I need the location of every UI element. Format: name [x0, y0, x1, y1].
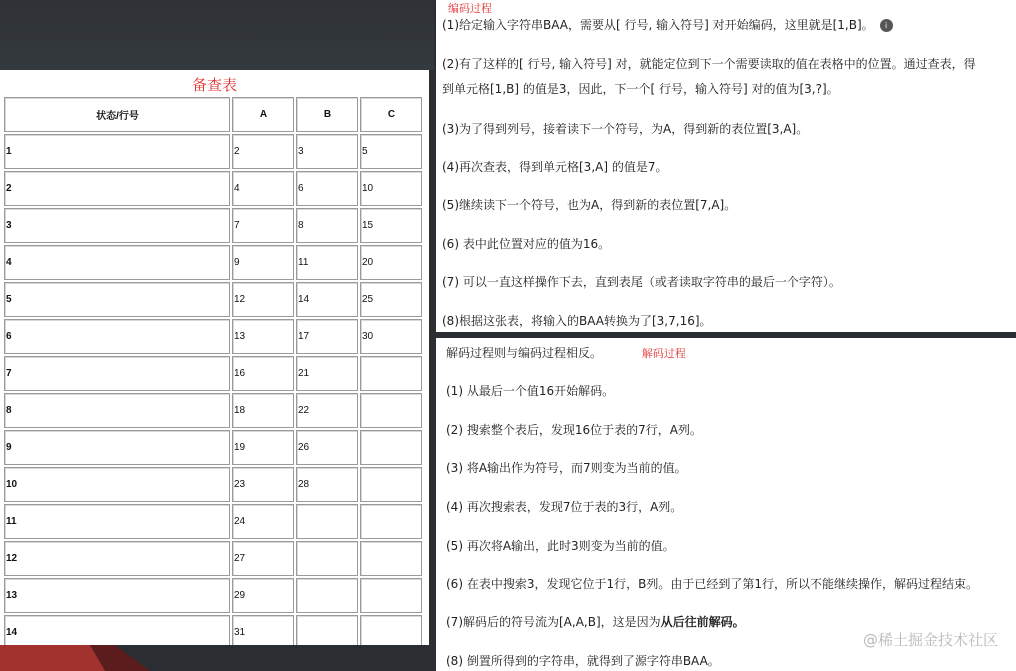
state-cell: 8 [4, 393, 230, 428]
column-header: B [296, 97, 358, 132]
table-row [4, 245, 422, 280]
state-cell: 12 [4, 541, 230, 576]
value-cell [296, 541, 358, 576]
value-cell: 22 [296, 393, 358, 428]
value-cell [360, 615, 422, 645]
table-row [4, 504, 422, 539]
value-cell: 18 [232, 393, 294, 428]
value-cell: 14 [296, 282, 358, 317]
value-cell [296, 504, 358, 539]
divider [429, 70, 436, 671]
desktop-backdrop-bottom [0, 645, 434, 671]
encode-step-text: (1)给定输入字符串BAA，需要从[ 行号, 输入符号] 对开始编码，这里就是[1,B]。 [442, 18, 874, 32]
table-row [4, 467, 422, 502]
value-cell: 28 [296, 467, 358, 502]
state-cell: 9 [4, 430, 230, 465]
table-row [4, 282, 422, 317]
encode-step: (5)继续读下一个符号，也为A，得到新的表位置[7,A]。 [442, 198, 737, 212]
value-cell: 13 [232, 319, 294, 354]
state-cell: 14 [4, 615, 230, 645]
encode-step: (6) 表中此位置对应的值为16。 [442, 237, 611, 251]
table-row [4, 541, 422, 576]
value-cell: 19 [232, 430, 294, 465]
table-row [4, 615, 422, 645]
state-cell: 10 [4, 467, 230, 502]
decode-label: 解码过程 [641, 347, 686, 360]
encode-step: (2)有了这样的[ 行号, 输入符号] 对，就能定位到下一个需要读取的值在表格中的位置。通过查表，得 [442, 57, 976, 71]
state-cell: 4 [4, 245, 230, 280]
value-cell [360, 430, 422, 465]
state-cell: 5 [4, 282, 230, 317]
value-cell: 23 [232, 467, 294, 502]
value-cell: 9 [232, 245, 294, 280]
column-header: A [232, 97, 294, 132]
decode-step [446, 614, 745, 630]
state-cell: 2 [4, 171, 230, 206]
encode-panel [436, 0, 1016, 332]
value-cell: 24 [232, 504, 294, 539]
value-cell: 17 [296, 319, 358, 354]
decode-step-text: (7)解码后的符号流为[A,A,B]，这是因为 [446, 615, 661, 629]
state-cell: 11 [4, 504, 230, 539]
value-cell [360, 504, 422, 539]
value-cell: 25 [360, 282, 422, 317]
encode-step: (4)再次查表，得到单元格[3,A] 的值是7。 [442, 160, 668, 174]
table-row [4, 578, 422, 613]
value-cell [360, 578, 422, 613]
decode-intro-text: 解码过程则与编码过程相反。 [446, 346, 603, 360]
state-cell: 6 [4, 319, 230, 354]
value-cell: 26 [296, 430, 358, 465]
value-cell: 30 [360, 319, 422, 354]
state-cell: 13 [4, 578, 230, 613]
table-header-row [4, 97, 422, 132]
value-cell: 6 [296, 171, 358, 206]
value-cell [360, 467, 422, 502]
encode-step: 到单元格[1,B] 的值是3，因此，下一个[ 行号，输入符号] 对的值为[3,?]。 [442, 82, 839, 96]
value-cell: 20 [360, 245, 422, 280]
value-cell: 11 [296, 245, 358, 280]
table-title: 备查表 [191, 76, 237, 94]
decode-step: (2) 搜索整个表后，发现16位于表的7行，A列。 [446, 423, 702, 437]
encode-step [442, 17, 893, 33]
value-cell: 16 [232, 356, 294, 391]
decode-step: (4) 再次搜索表，发现7位于表的3行，A列。 [446, 500, 683, 514]
value-cell [360, 541, 422, 576]
value-cell: 5 [360, 134, 422, 169]
table-row [4, 430, 422, 465]
table-row [4, 393, 422, 428]
value-cell: 8 [296, 208, 358, 243]
value-cell: 31 [232, 615, 294, 645]
encode-step: (8)根据这张表，将输入的BAA转换为了[3,7,16]。 [442, 314, 712, 328]
decode-step-emphasis: 从后往前解码。 [660, 615, 745, 629]
value-cell [360, 393, 422, 428]
value-cell: 15 [360, 208, 422, 243]
table-row [4, 319, 422, 354]
state-cell: 3 [4, 208, 230, 243]
value-cell: 3 [296, 134, 358, 169]
table-row [4, 134, 422, 169]
decode-step: (5) 再次将A输出，此时3则变为当前的值。 [446, 539, 675, 553]
value-cell [360, 356, 422, 391]
value-cell: 2 [232, 134, 294, 169]
value-cell: 21 [296, 356, 358, 391]
column-header: C [360, 97, 422, 132]
value-cell: 12 [232, 282, 294, 317]
state-cell: 7 [4, 356, 230, 391]
lookup-table [2, 95, 424, 645]
encode-step: (7) 可以一直这样操作下去，直到表尾（或者读取字符串的最后一个字符）。 [442, 275, 841, 289]
decode-step: (8) 倒置所得到的字符串，就得到了源字符串BAA。 [446, 654, 720, 668]
desktop-backdrop-top [0, 0, 434, 70]
table-row [4, 356, 422, 391]
value-cell: 4 [232, 171, 294, 206]
table-row [4, 171, 422, 206]
decode-panel [436, 338, 1016, 671]
encode-step: (3)为了得到列号，接着读下一个符号，为A，得到新的表位置[3,A]。 [442, 122, 809, 136]
value-cell: 27 [232, 541, 294, 576]
decode-step: (3) 将A输出作为符号，而7则变为当前的值。 [446, 461, 687, 475]
help-icon[interactable]: i [880, 19, 893, 32]
lookup-table-panel [0, 70, 429, 645]
column-header: 状态/行号 [4, 97, 230, 132]
state-cell: 1 [4, 134, 230, 169]
encode-label: 编码过程 [448, 2, 492, 15]
watermark: @稀土掘金技术社区 [862, 631, 998, 649]
value-cell [296, 578, 358, 613]
table-row [4, 208, 422, 243]
decode-step: (1) 从最后一个值16开始解码。 [446, 384, 615, 398]
value-cell: 7 [232, 208, 294, 243]
value-cell: 29 [232, 578, 294, 613]
decode-step: (6) 在表中搜索3，发现它位于1行，B列。由于已经到了第1行，所以不能继续操作，解码过程结束。 [446, 577, 978, 591]
decode-intro [446, 345, 686, 362]
value-cell: 10 [360, 171, 422, 206]
value-cell [296, 615, 358, 645]
